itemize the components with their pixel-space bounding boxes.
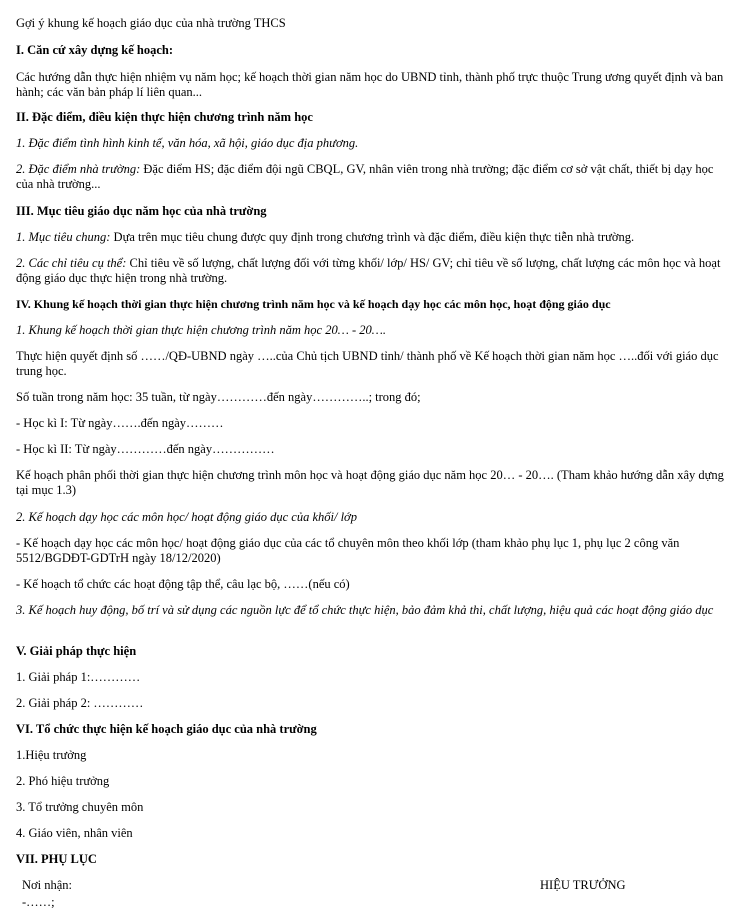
section-3-item-2-text: Chỉ tiêu về số lượng, chất lượng đối với từng khối/ lớp/ HS/ GV; chỉ tiêu về số lượng, chất lượng các môn học và hoạt động giáo dục thực hiện trong nhà trường. [16, 256, 721, 285]
section-2-item-2 [16, 162, 724, 192]
section-3-item-2-label: 2. Các chỉ tiêu cụ thể: [16, 256, 127, 270]
section-4-paragraph-6: - Kế hoạch dạy học các môn học/ hoạt động giáo dục của các tổ chuyên môn theo khối lớp (tham khảo phụ lục 1, phụ lục 2 công văn 5512/BGDĐT-GDTrH ngày 18/12/2020) [16, 536, 680, 565]
section-2-item-2-label: 2. Đặc điểm nhà trường: [16, 162, 141, 176]
recipients-label: Nơi nhận: [22, 878, 73, 892]
section-3-item-1-label: 1. Mục tiêu chung: [16, 230, 111, 244]
section-6-item-2: 2. Phó hiệu trưởng [16, 774, 110, 788]
section-1-heading: I. Căn cứ xây dựng kế hoạch: [16, 43, 174, 57]
section-4-paragraph-5: Kế hoạch phân phối thời gian thực hiện chương trình môn học và hoạt động giáo dục năm học 20… - 20…. (Tham khảo hướng dẫn xây dựng tại mục 1.3) [16, 468, 724, 497]
section-7-heading: VII. PHỤ LỤC [16, 852, 97, 866]
section-2-item-1: 1. Đặc điểm tình hình kinh tế, văn hóa, xã hội, giáo dục địa phương. [16, 136, 359, 150]
section-1-body: Các hướng dẫn thực hiện nhiệm vụ năm học; kế hoạch thời gian năm học do UBND tỉnh, thành phố trực thuộc Trung ương quyết định và ban hành; các văn bản pháp lí liên quan... [16, 70, 724, 99]
section-3-item-1 [16, 230, 724, 245]
section-4-semester-2: - Học kì II: Từ ngày…………đến ngày…………… [16, 442, 275, 456]
section-4-paragraph-1: Thực hiện quyết định số ……/QĐ-UBND ngày …..của Chủ tịch UBND tỉnh/ thành phố về Kế hoạch thời gian năm học …..đối với giáo dục trung học. [16, 349, 719, 378]
section-6-item-3: 3. Tổ trưởng chuyên môn [16, 800, 144, 814]
section-4-paragraph-7: - Kế hoạch tổ chức các hoạt động tập thể, câu lạc bộ, ……(nếu có) [16, 577, 350, 591]
section-3-heading: III. Mục tiêu giáo dục năm học của nhà trường [16, 204, 267, 218]
section-4-semester-1: - Học kì I: Từ ngày…….đến ngày……… [16, 416, 224, 430]
section-4-heading: IV. Khung kế hoạch thời gian thực hiện chương trình năm học và kế hoạch dạy học các môn học, hoạt động giáo dục [16, 297, 611, 311]
section-5-heading: V. Giải pháp thực hiện [16, 644, 137, 658]
section-2-item-2-text: Đặc điểm HS; đặc điểm đội ngũ CBQL, GV, nhân viên trong nhà trường; đặc điểm cơ sở vật chất, thiết bị dạy học của nhà trường... [16, 162, 714, 191]
section-3-item-2 [16, 256, 724, 286]
signer-title: HIỆU TRƯỞNG [540, 878, 626, 892]
document-title: Gợi ý khung kế hoạch giáo dục của nhà trường THCS [16, 16, 286, 30]
section-3-item-1-text: Dựa trên mục tiêu chung được quy định trong chương trình và đặc điểm, điều kiện thực tiễn nhà trường. [110, 230, 635, 244]
section-5-item-2: 2. Giải pháp 2: ………… [16, 696, 144, 710]
section-4-sub-3: 3. Kế hoạch huy động, bố trí và sử dụng các nguồn lực để tổ chức thực hiện, bảo đảm khả thi, chất lượng, hiệu quả các hoạt động giáo dục [16, 603, 714, 617]
section-4-sub-1: 1. Khung kế hoạch thời gian thực hiện chương trình năm học 20… - 20…. [16, 323, 386, 337]
section-6-item-4: 4. Giáo viên, nhân viên [16, 826, 133, 840]
section-5-item-1: 1. Giải pháp 1:………… [16, 670, 141, 684]
section-2-heading: II. Đặc điểm, điều kiện thực hiện chương trình năm học [16, 110, 313, 124]
section-4-paragraph-2: Số tuần trong năm học: 35 tuần, từ ngày…………đến ngày…………..; trong đó; [16, 390, 421, 404]
section-6-item-1: 1.Hiệu trưởng [16, 748, 87, 762]
section-4-sub-2: 2. Kế hoạch dạy học các môn học/ hoạt động giáo dục của khối/ lớp [16, 510, 357, 524]
section-6-heading: VI. Tổ chức thực hiện kế hoạch giáo dục của nhà trường [16, 722, 317, 736]
recipients-item: -……; [22, 895, 55, 909]
